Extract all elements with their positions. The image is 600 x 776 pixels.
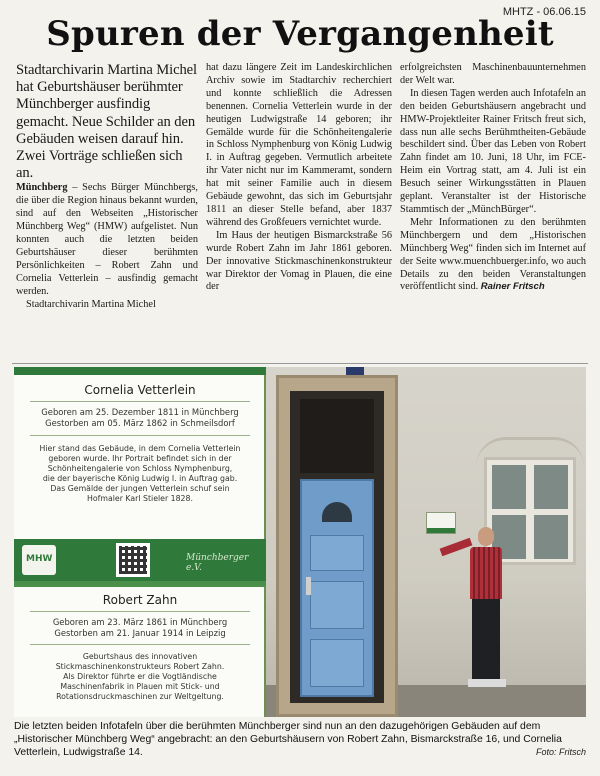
body-paragraph: In diesen Tagen werden auch Infotafeln an den beiden Geburtshäusern angebracht und HMW-Projektleiter Rainer Fritsch freut sich, dass nun alle sechs Berühmtheiten-Gebäude beschildert sind. Über das Leben von Robert Zahn findet am 10. Juni, 18 Uhr, im FCE-Heim ein Vortrag statt, am 4. Juli ist ein Besuch seiner Wirkungsstätten in Plauen geplant. Veranstalter ist der Historische Stammtisch der „MünchBürger“. [400,87,586,215]
body-paragraph: erfolgreichsten Maschinenbauunternehmen der Welt war. [400,62,586,86]
author-byline: Rainer Fritsch [480,281,545,293]
info-panel [14,367,266,717]
zahn-text-line: Als Direktor führte er die Vogtländische [63,672,217,681]
hmw-logo [22,545,56,575]
article-column-3 [400,62,586,294]
person-shirt [470,547,502,599]
association-signature: Münchberger e.V. [186,553,249,573]
zahn-text-line: Maschinenfabrik in Plauen mit Stick- und [60,682,220,691]
vetterlein-text-line: die der bayerische König Ludwig I. in Auftrag gab. [42,474,238,483]
door-panel [310,581,364,629]
person-legs [472,599,500,681]
photo-credit: Foto: Fritsch [535,747,586,757]
window-pane [534,515,568,559]
panel-divider [30,401,250,402]
door-transom [300,399,374,473]
vetterlein-text-line: Hier stand das Gebäude, in dem Cornelia Vetterlein [39,444,241,453]
zahn-text-line: Stickmaschinenkonstrukteurs Robert Zahn. [55,662,225,671]
body-text: – Sechs Bürger Münchbergs, die über die Region hinaus bekannt wurden, sind auf den Webseiten „Historischer Münchberg Weg“ (HMW) aufgelistet. Nun konnten auch die letzten beiden Geburtshäuser dieser berühmten Persönlichkeiten – Robert Zahn und Cornelia Vetterlein – ausfindig gemacht werden. [16,182,198,297]
person-head [478,527,494,546]
house-number-sign [346,367,364,375]
article-column-2 [206,62,392,294]
body-paragraph: Im Haus der heutigen Bismarckstraße 56 wurde Robert Zahn im Jahr 1861 geboren. Der innovative Stickmaschinenkonstrukteur war Direktor der Vomag in Plauen, die eine der [206,229,392,293]
vetterlein-text-line: geboren wurde. Ihr Portrait befindet sich in der [48,454,232,463]
vetterlein-text-line: Das Gemälde der jungen Vetterlein schuf sein [50,484,230,493]
body-paragraph: Stadtarchivarin Martina Michel [26,298,156,310]
source-tag: MHTZ - 06.06.15 [502,6,586,18]
vetterlein-text-line: Schönheitengalerie von Schloss Nymphenburg, [47,464,233,473]
hmw-logo-text: MHW [26,554,53,564]
dateline: Münchberg [16,182,68,194]
vetterlein-died: Gestorben am 05. März 1862 in Schmeilsdorf [45,418,235,428]
door-handle [306,577,311,595]
zahn-name: Robert Zahn [102,593,178,607]
person-shoes [468,679,506,687]
headline: Spuren der Vergangenheit [46,14,554,54]
window-pane [492,465,526,509]
photo-caption: Die letzten beiden Infotafeln über die berühmten Münchberger sind nun an den dazugehörigen Gebäuden auf dem „Historischer Münchberg Weg“ angebracht: an den Geburtshäusern von Robert Zahn, Bismarckstraße 16, und Cornelia Vetterlein, Ludwigstraße 14. [14,721,562,758]
article-photo [14,367,586,717]
qr-code-icon [116,543,150,577]
lead-paragraph: Stadtarchivarin Martina Michel hat Geburtshäuser berühmter Münchberger ausfindig gemacht. Neue Schilder an den Gebäuden weisen darauf hin. Zwei Vorträge schließen sich an. [16,62,197,182]
body-paragraph: hat dazu längere Zeit im Landeskirchlichen Archiv sowie im Stadtarchiv recherchiert und konnte schließlich die Adressen benennen. Cornelia Vetterlein wurde in der heutigen Ludwigstraße 14 geboren; ihr Gemälde wurde für die Schönheitengalerie in Schloss Nymphenburg von König Ludwig I. in Auftrag gegeben. Vermutlich arbeitete ihr Vater nicht nur im Kammeramt, sondern hat mit seiner Familie auch in diesem Gebäude gewohnt, das sich im Geburtsjahr 1811 an dieser Stelle befand, aber 1837 während des Großfeuers vernichtet wurde. [206,62,392,228]
vetterlein-text-line: Hofmaler Karl Stieler 1828. [87,494,193,503]
door-panel [310,535,364,571]
vetterlein-born: Geboren am 25. Dezember 1811 in Münchberg [41,407,239,417]
body-paragraph [16,182,198,298]
panel-divider [30,644,250,645]
zahn-text-line: Geburtshaus des innovativen [82,652,198,661]
panel-divider [30,435,250,436]
green-logo-band [14,539,266,581]
body-paragraph [400,217,586,294]
article-column-1 [16,62,198,311]
body-text: Mehr Informationen zu den berühmten Münchbergern und dem „Historischen Münchberg Weg“ finden sich im Internet auf der Seite www.muenchbuerger.info, wo auch Details zu den beiden Veranstaltungen veröffentlicht sind. [400,216,586,293]
window-pane [534,465,568,509]
door-panel [310,639,364,687]
info-plaque [426,512,456,534]
panel-divider [30,611,250,612]
zahn-born: Geboren am 23. März 1861 in Münchberg [52,617,228,627]
separator-rule [12,363,588,364]
zahn-text-line: Rotationsdruckmaschinen zur Weltgeltung. [56,692,224,701]
panel-band-edge [14,581,266,587]
zahn-died: Gestorben am 21. Januar 1914 in Leipzig [54,628,226,638]
vetterlein-name: Cornelia Vetterlein [84,383,196,397]
person-figure [460,527,520,697]
panel-top-bar [14,367,266,375]
